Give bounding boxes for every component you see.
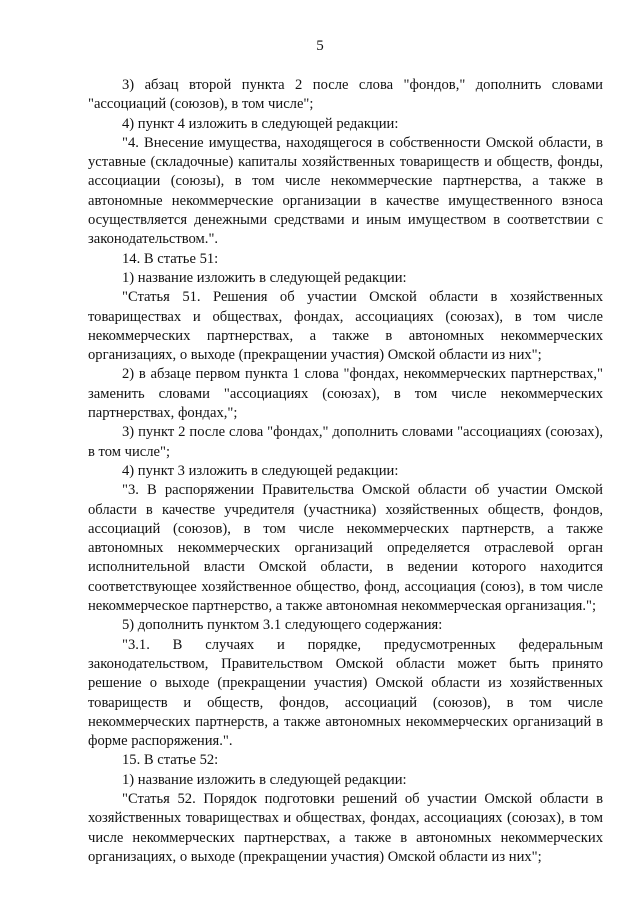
paragraph: "Статья 51. Решения об участии Омской области в хозяйственных товариществах и обществах, фондах, ассоциациях (союзах), в том числе некоммерческих партнерствах, а также в автономных некоммерческих организациях, о выходе (прекращении участия) Омской области из них"; xyxy=(88,289,603,364)
paragraph: 5) дополнить пунктом 3.1 следующего содержания: xyxy=(122,617,443,634)
paragraph: 14. В статье 51: xyxy=(122,250,219,267)
paragraph: 3) пункт 2 после слова "фондах," дополнить словами "ассоциациях (союзах), в том числе"; xyxy=(88,424,603,460)
paragraph: 1) название изложить в следующей редакции: xyxy=(122,269,407,286)
paragraph: "3.1. В случаях и порядке, предусмотренных федеральным законодательством, Правительством Омской области может быть принято решение о выходе (прекращении участия) Омской области из хозяйственных товариществ и обществ, фондов, ассоциаций (союзов), в том числе некоммерческих партнерств, а также автономных некоммерческих организаций в форме распоряжения.". xyxy=(88,636,603,750)
paragraph: 4) пункт 3 изложить в следующей редакции: xyxy=(122,462,399,479)
paragraph: 1) название изложить в следующей редакции: xyxy=(122,771,407,788)
paragraph: "3. В распоряжении Правительства Омской области об участии Омской области в качестве учредителя (участника) хозяйственных обществ, фондов, ассоциаций (союзов), в том числе некоммерческих партнерств, а также автономных некоммерческих организаций определяется отраслевой орган исполнительной власти Омской области, в ведении которого находится соответствующее хозяйственное общество, фонд, ассоциация (союз), в том числе некоммерческое партнерство, а также автономная некоммерческая организация."; xyxy=(88,482,603,615)
paragraph: "Статья 52. Порядок подготовки решений об участии Омской области в хозяйственных товариществах и обществах, фондах, ассоциациях (союзах), в том числе некоммерческих партнерствах, а также в автономных некоммерческих организациях, о выходе (прекращении участия) Омской области из них"; xyxy=(88,790,603,865)
paragraph: 4) пункт 4 изложить в следующей редакции: xyxy=(122,115,399,132)
document-body xyxy=(88,76,603,867)
paragraph: 15. В статье 52: xyxy=(122,752,219,769)
paragraph: 2) в абзаце первом пункта 1 слова "фондах, некоммерческих партнерствах," заменить словами "ассоциациях (союзах), в том числе некоммерческих партнерствах, фондах,"; xyxy=(88,366,603,422)
paragraph: "4. Внесение имущества, находящегося в собственности Омской области, в уставные (складочные) капиталы хозяйственных товариществ и обществ, фонды, ассоциации (союзы), в том числе некоммерческие партнерства, а также в автономные некоммерческие организации в качестве имущественного взноса осуществляется денежными средствами и иным имуществом в соответствии с законодательством.". xyxy=(88,134,603,248)
page-number: 5 xyxy=(316,38,324,54)
paragraph: 3) абзац второй пункта 2 после слова "фондов," дополнить словами "ассоциаций (союзов), в том числе"; xyxy=(88,77,603,113)
